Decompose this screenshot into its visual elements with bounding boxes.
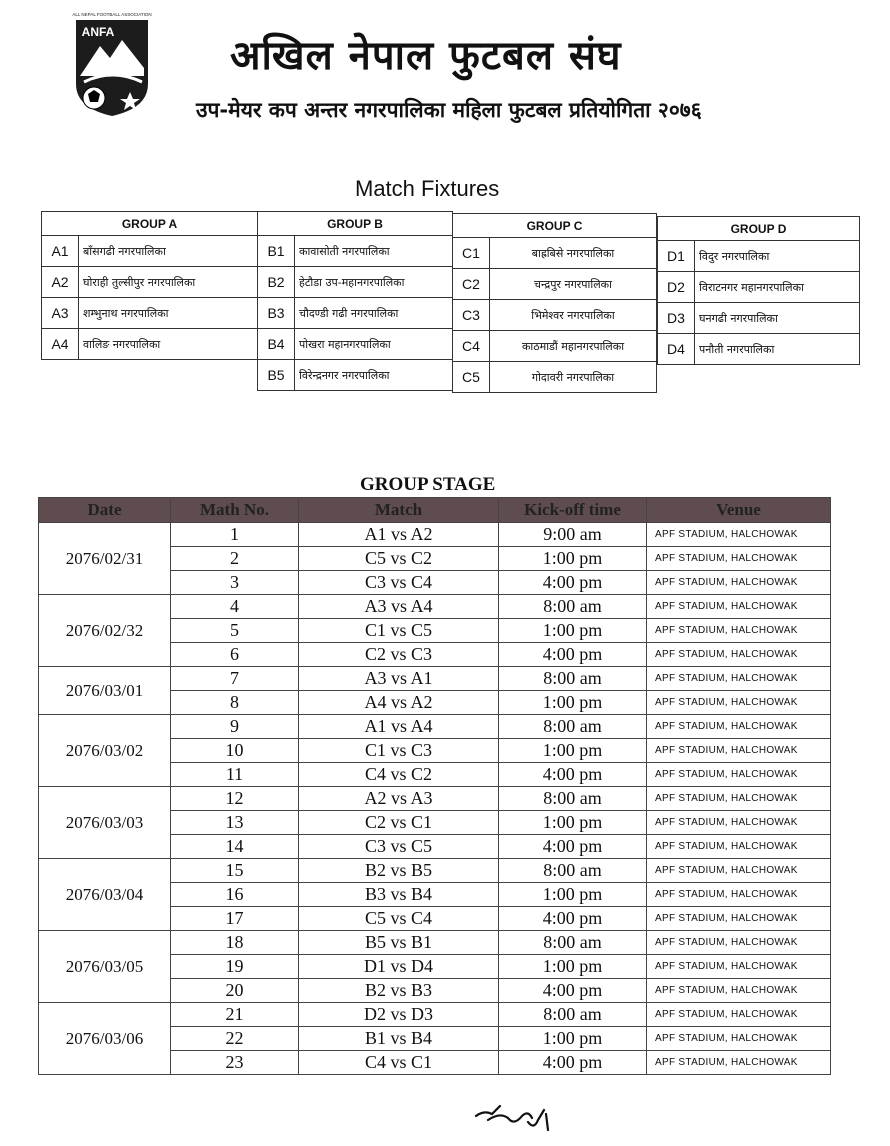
match-number: 11	[171, 763, 299, 787]
match-teams: B2 vs B5	[299, 859, 499, 883]
column-header-kickoff: Kick-off time	[499, 498, 647, 523]
match-teams: C1 vs C5	[299, 619, 499, 643]
match-teams: D1 vs D4	[299, 955, 499, 979]
match-teams: B3 vs B4	[299, 883, 499, 907]
group-header: GROUP D	[658, 217, 860, 241]
kickoff-time: 1:00 pm	[499, 883, 647, 907]
team-code: A3	[42, 298, 79, 329]
match-number: 20	[171, 979, 299, 1003]
kickoff-time: 4:00 pm	[499, 1051, 647, 1075]
page-subtitle: उप-मेयर कप अन्तर नगरपालिका महिला फुटबल प्रतियोगिता २०७६	[196, 98, 702, 122]
match-number: 17	[171, 907, 299, 931]
team-name: विराटनगर महानगरपालिका	[695, 272, 860, 303]
match-number: 14	[171, 835, 299, 859]
group-c-table	[452, 213, 657, 393]
match-number: 8	[171, 691, 299, 715]
team-code: A2	[42, 267, 79, 298]
team-code: B3	[258, 298, 295, 329]
team-name: घोराही तुल्सीपुर नगरपालिका	[79, 267, 258, 298]
logo-org-text: ALL NEPAL FOOTBALL ASSOCIATION	[72, 12, 152, 17]
team-name: विरेन्द्रनगर नगरपालिका	[295, 360, 453, 391]
team-row	[658, 334, 860, 365]
venue: APF STADIUM, HALCHOWAK	[647, 835, 831, 859]
venue: APF STADIUM, HALCHOWAK	[647, 955, 831, 979]
team-name: हेटौडा उप-महानगरपालिका	[295, 267, 453, 298]
kickoff-time: 1:00 pm	[499, 1027, 647, 1051]
team-name: घनगढी नगरपालिका	[695, 303, 860, 334]
team-code: D1	[658, 241, 695, 272]
team-code: A1	[42, 236, 79, 267]
match-number: 21	[171, 1003, 299, 1027]
match-number: 1	[171, 523, 299, 547]
kickoff-time: 4:00 pm	[499, 835, 647, 859]
team-row	[658, 303, 860, 334]
kickoff-time: 8:00 am	[499, 859, 647, 883]
match-number: 6	[171, 643, 299, 667]
match-number: 4	[171, 595, 299, 619]
team-name: पनौती नगरपालिका	[695, 334, 860, 365]
team-row	[42, 236, 258, 267]
match-date: 2076/03/01	[39, 667, 171, 715]
team-row	[258, 267, 453, 298]
team-name: काठमाडौं महानगरपालिका	[490, 331, 657, 362]
team-row	[658, 241, 860, 272]
team-code: B4	[258, 329, 295, 360]
kickoff-time: 1:00 pm	[499, 955, 647, 979]
team-code: D4	[658, 334, 695, 365]
match-teams: B5 vs B1	[299, 931, 499, 955]
team-name: पोखरा महानगरपालिका	[295, 329, 453, 360]
team-code: B5	[258, 360, 295, 391]
kickoff-time: 4:00 pm	[499, 907, 647, 931]
table-header-row	[39, 498, 831, 523]
kickoff-time: 1:00 pm	[499, 619, 647, 643]
match-teams: D2 vs D3	[299, 1003, 499, 1027]
match-number: 15	[171, 859, 299, 883]
match-teams: C4 vs C1	[299, 1051, 499, 1075]
venue: APF STADIUM, HALCHOWAK	[647, 595, 831, 619]
match-teams: C2 vs C3	[299, 643, 499, 667]
team-row	[658, 272, 860, 303]
match-teams: C4 vs C2	[299, 763, 499, 787]
venue: APF STADIUM, HALCHOWAK	[647, 931, 831, 955]
group-b-table	[257, 211, 453, 391]
team-name: कावासोती नगरपालिका	[295, 236, 453, 267]
team-row	[42, 298, 258, 329]
kickoff-time: 8:00 am	[499, 787, 647, 811]
table-row	[39, 523, 831, 547]
page-title: अखिल नेपाल फुटबल संघ	[230, 33, 622, 79]
table-row	[39, 667, 831, 691]
match-teams: C1 vs C3	[299, 739, 499, 763]
group-a-table	[41, 211, 258, 360]
venue: APF STADIUM, HALCHOWAK	[647, 883, 831, 907]
venue: APF STADIUM, HALCHOWAK	[647, 739, 831, 763]
venue: APF STADIUM, HALCHOWAK	[647, 547, 831, 571]
team-row	[453, 269, 657, 300]
team-code: D3	[658, 303, 695, 334]
match-date: 2076/03/02	[39, 715, 171, 787]
team-row	[258, 360, 453, 391]
kickoff-time: 8:00 am	[499, 667, 647, 691]
column-header-match: Match	[299, 498, 499, 523]
match-teams: C3 vs C5	[299, 835, 499, 859]
team-name: शम्भुनाथ नगरपालिका	[79, 298, 258, 329]
team-code: B1	[258, 236, 295, 267]
match-teams: B1 vs B4	[299, 1027, 499, 1051]
table-row	[39, 787, 831, 811]
table-row	[39, 715, 831, 739]
kickoff-time: 4:00 pm	[499, 571, 647, 595]
match-number: 9	[171, 715, 299, 739]
venue: APF STADIUM, HALCHOWAK	[647, 811, 831, 835]
kickoff-time: 1:00 pm	[499, 811, 647, 835]
team-name: भिमेश्वर नगरपालिका	[490, 300, 657, 331]
match-teams: A3 vs A4	[299, 595, 499, 619]
match-number: 19	[171, 955, 299, 979]
column-header-date: Date	[39, 498, 171, 523]
table-row	[39, 595, 831, 619]
kickoff-time: 8:00 am	[499, 931, 647, 955]
venue: APF STADIUM, HALCHOWAK	[647, 859, 831, 883]
match-teams: A4 vs A2	[299, 691, 499, 715]
match-teams: A1 vs A2	[299, 523, 499, 547]
kickoff-time: 4:00 pm	[499, 643, 647, 667]
team-name: चन्द्रपुर नगरपालिका	[490, 269, 657, 300]
team-code: C1	[453, 238, 490, 269]
venue: APF STADIUM, HALCHOWAK	[647, 667, 831, 691]
team-name: गोदावरी नगरपालिका	[490, 362, 657, 393]
group-header: GROUP A	[42, 212, 258, 236]
table-row	[39, 859, 831, 883]
match-number: 18	[171, 931, 299, 955]
venue: APF STADIUM, HALCHOWAK	[647, 523, 831, 547]
venue: APF STADIUM, HALCHOWAK	[647, 1003, 831, 1027]
group-header: GROUP C	[453, 214, 657, 238]
signature	[470, 1100, 560, 1140]
kickoff-time: 4:00 pm	[499, 979, 647, 1003]
venue: APF STADIUM, HALCHOWAK	[647, 1027, 831, 1051]
match-number: 13	[171, 811, 299, 835]
team-row	[453, 362, 657, 393]
match-date: 2076/03/03	[39, 787, 171, 859]
team-code: B2	[258, 267, 295, 298]
kickoff-time: 8:00 am	[499, 595, 647, 619]
kickoff-time: 4:00 pm	[499, 763, 647, 787]
match-teams: C2 vs C1	[299, 811, 499, 835]
match-teams: B2 vs B3	[299, 979, 499, 1003]
kickoff-time: 9:00 am	[499, 523, 647, 547]
match-date: 2076/03/06	[39, 1003, 171, 1075]
match-teams: C3 vs C4	[299, 571, 499, 595]
team-code: C4	[453, 331, 490, 362]
match-number: 22	[171, 1027, 299, 1051]
venue: APF STADIUM, HALCHOWAK	[647, 1051, 831, 1075]
team-name: वालिङ नगरपालिका	[79, 329, 258, 360]
venue: APF STADIUM, HALCHOWAK	[647, 715, 831, 739]
team-row	[42, 329, 258, 360]
fixtures-heading: Match Fixtures	[355, 176, 500, 201]
team-code: C2	[453, 269, 490, 300]
match-number: 23	[171, 1051, 299, 1075]
kickoff-time: 1:00 pm	[499, 547, 647, 571]
kickoff-time: 8:00 am	[499, 1003, 647, 1027]
table-row	[39, 931, 831, 955]
team-name: विदुर नगरपालिका	[695, 241, 860, 272]
team-name: बाँसगढी नगरपालिका	[79, 236, 258, 267]
team-row	[258, 236, 453, 267]
match-teams: A3 vs A1	[299, 667, 499, 691]
match-number: 3	[171, 571, 299, 595]
group-header: GROUP B	[258, 212, 453, 236]
match-number: 7	[171, 667, 299, 691]
kickoff-time: 1:00 pm	[499, 739, 647, 763]
venue: APF STADIUM, HALCHOWAK	[647, 979, 831, 1003]
team-code: C5	[453, 362, 490, 393]
team-name: चौदण्डी गढी नगरपालिका	[295, 298, 453, 329]
column-header-venue: Venue	[647, 498, 831, 523]
venue: APF STADIUM, HALCHOWAK	[647, 619, 831, 643]
venue: APF STADIUM, HALCHOWAK	[647, 763, 831, 787]
table-row	[39, 1003, 831, 1027]
match-number: 5	[171, 619, 299, 643]
team-code: C3	[453, 300, 490, 331]
match-number: 10	[171, 739, 299, 763]
logo-text: ANFA	[81, 25, 115, 39]
venue: APF STADIUM, HALCHOWAK	[647, 643, 831, 667]
column-header-match-no: Math No.	[171, 498, 299, 523]
match-number: 2	[171, 547, 299, 571]
kickoff-time: 1:00 pm	[499, 691, 647, 715]
team-row	[258, 329, 453, 360]
group-d-table	[657, 216, 860, 365]
venue: APF STADIUM, HALCHOWAK	[647, 691, 831, 715]
team-code: D2	[658, 272, 695, 303]
team-row	[258, 298, 453, 329]
venue: APF STADIUM, HALCHOWAK	[647, 787, 831, 811]
anfa-logo	[72, 6, 152, 118]
team-name: बाह्रबिसे नगरपालिका	[490, 238, 657, 269]
team-row	[453, 300, 657, 331]
group-stage-table	[38, 497, 831, 1075]
match-teams: C5 vs C4	[299, 907, 499, 931]
match-teams: A2 vs A3	[299, 787, 499, 811]
team-row	[42, 267, 258, 298]
match-teams: A1 vs A4	[299, 715, 499, 739]
match-date: 2076/03/05	[39, 931, 171, 1003]
venue: APF STADIUM, HALCHOWAK	[647, 907, 831, 931]
match-date: 2076/02/32	[39, 595, 171, 667]
team-row	[453, 331, 657, 362]
match-teams: C5 vs C2	[299, 547, 499, 571]
match-number: 12	[171, 787, 299, 811]
venue: APF STADIUM, HALCHOWAK	[647, 571, 831, 595]
match-date: 2076/02/31	[39, 523, 171, 595]
kickoff-time: 8:00 am	[499, 715, 647, 739]
match-date: 2076/03/04	[39, 859, 171, 931]
team-code: A4	[42, 329, 79, 360]
group-stage-heading: GROUP STAGE	[360, 474, 496, 495]
match-number: 16	[171, 883, 299, 907]
team-row	[453, 238, 657, 269]
